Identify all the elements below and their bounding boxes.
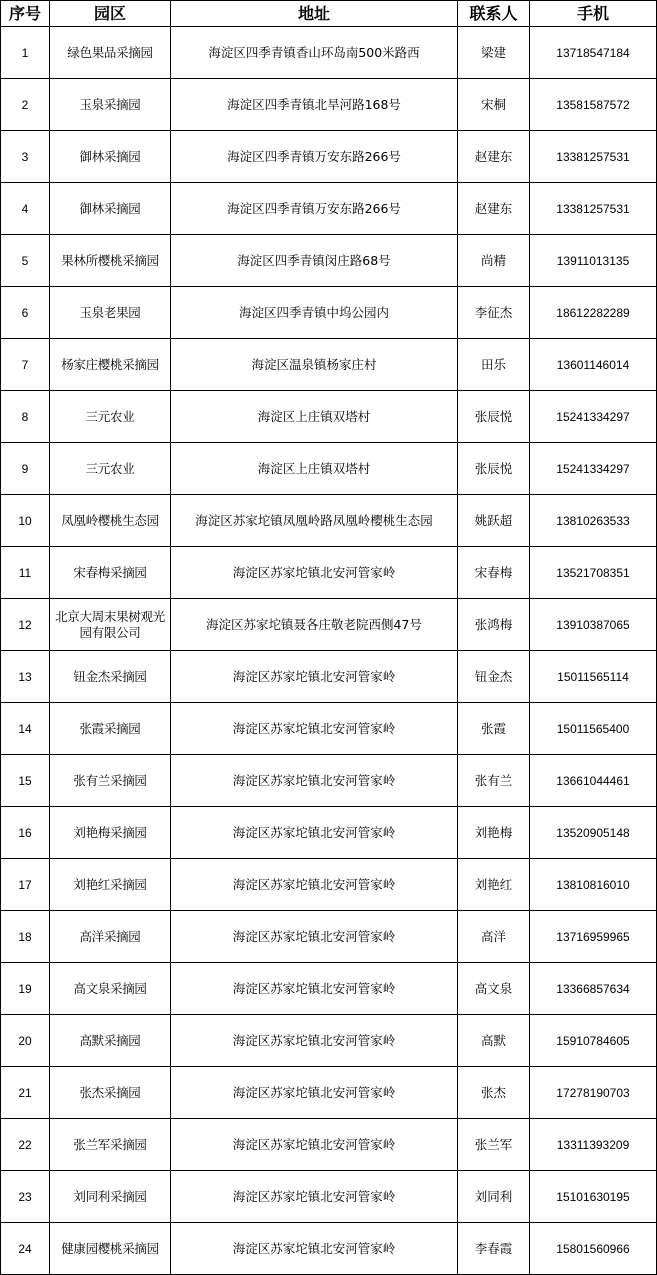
park-name: 三元农业 (50, 443, 171, 495)
mobile-phone: 13911013135 (530, 235, 657, 287)
address: 海淀区苏家坨镇北安河管家岭 (171, 1223, 458, 1275)
table-row (1, 1223, 657, 1275)
row-number: 11 (1, 547, 50, 599)
mobile-phone: 13311393209 (530, 1119, 657, 1171)
table-row (1, 183, 657, 235)
address: 海淀区苏家坨镇北安河管家岭 (171, 859, 458, 911)
table-row (1, 859, 657, 911)
row-number: 16 (1, 807, 50, 859)
address: 海淀区苏家坨镇北安河管家岭 (171, 963, 458, 1015)
table-row (1, 27, 657, 79)
park-name: 刘同利采摘园 (50, 1171, 171, 1223)
contact-person: 张霞 (458, 703, 530, 755)
contact-person: 梁建 (458, 27, 530, 79)
row-number: 20 (1, 1015, 50, 1067)
row-number: 13 (1, 651, 50, 703)
park-name: 宋春梅采摘园 (50, 547, 171, 599)
contact-person: 张杰 (458, 1067, 530, 1119)
address: 海淀区苏家坨镇北安河管家岭 (171, 1015, 458, 1067)
contact-person: 姚跃超 (458, 495, 530, 547)
park-name: 玉泉采摘园 (50, 79, 171, 131)
header-contact: 联系人 (458, 1, 530, 27)
contact-person: 高文泉 (458, 963, 530, 1015)
contact-person: 张兰军 (458, 1119, 530, 1171)
mobile-phone: 15910784605 (530, 1015, 657, 1067)
park-name: 钮金杰采摘园 (50, 651, 171, 703)
address: 海淀区上庄镇双塔村 (171, 391, 458, 443)
table-row (1, 1015, 657, 1067)
contact-person: 刘艳梅 (458, 807, 530, 859)
mobile-phone: 15241334297 (530, 391, 657, 443)
address: 海淀区苏家坨镇北安河管家岭 (171, 1171, 458, 1223)
park-name: 凤凰岭樱桃生态园 (50, 495, 171, 547)
contact-person: 张鸿梅 (458, 599, 530, 651)
address: 海淀区苏家坨镇北安河管家岭 (171, 1067, 458, 1119)
address: 海淀区苏家坨镇聂各庄敬老院西侧47号 (171, 599, 458, 651)
park-name: 御林采摘园 (50, 131, 171, 183)
park-name: 刘艳红采摘园 (50, 859, 171, 911)
mobile-phone: 13910387065 (530, 599, 657, 651)
row-number: 4 (1, 183, 50, 235)
row-number: 17 (1, 859, 50, 911)
mobile-phone: 13601146014 (530, 339, 657, 391)
mobile-phone: 13661044461 (530, 755, 657, 807)
mobile-phone: 13581587572 (530, 79, 657, 131)
mobile-phone: 13718547184 (530, 27, 657, 79)
table-row (1, 79, 657, 131)
address: 海淀区四季青镇万安东路266号 (171, 131, 458, 183)
park-name: 北京大周末果树观光园有限公司 (50, 599, 171, 651)
mobile-phone: 13366857634 (530, 963, 657, 1015)
row-number: 19 (1, 963, 50, 1015)
row-number: 3 (1, 131, 50, 183)
address: 海淀区苏家坨镇北安河管家岭 (171, 1119, 458, 1171)
row-number: 2 (1, 79, 50, 131)
header-park: 园区 (50, 1, 171, 27)
table-row (1, 391, 657, 443)
row-number: 7 (1, 339, 50, 391)
row-number: 1 (1, 27, 50, 79)
mobile-phone: 15801560966 (530, 1223, 657, 1275)
table-row (1, 703, 657, 755)
contact-person: 刘同利 (458, 1171, 530, 1223)
mobile-phone: 15101630195 (530, 1171, 657, 1223)
row-number: 6 (1, 287, 50, 339)
mobile-phone: 13716959965 (530, 911, 657, 963)
table-row (1, 755, 657, 807)
address: 海淀区苏家坨镇北安河管家岭 (171, 911, 458, 963)
park-name: 绿色果品采摘园 (50, 27, 171, 79)
mobile-phone: 13810816010 (530, 859, 657, 911)
address: 海淀区苏家坨镇北安河管家岭 (171, 807, 458, 859)
row-number: 12 (1, 599, 50, 651)
park-name: 高默采摘园 (50, 1015, 171, 1067)
park-name: 高文泉采摘园 (50, 963, 171, 1015)
address: 海淀区四季青镇北旱河路168号 (171, 79, 458, 131)
table-row (1, 339, 657, 391)
mobile-phone: 13381257531 (530, 183, 657, 235)
mobile-phone: 13381257531 (530, 131, 657, 183)
mobile-phone: 15241334297 (530, 443, 657, 495)
park-name: 杨家庄樱桃采摘园 (50, 339, 171, 391)
mobile-phone: 15011565114 (530, 651, 657, 703)
mobile-phone: 13521708351 (530, 547, 657, 599)
table-body (1, 27, 657, 1275)
contact-person: 赵建东 (458, 183, 530, 235)
table-row (1, 1119, 657, 1171)
address: 海淀区四季青镇中坞公园内 (171, 287, 458, 339)
table-header (1, 1, 657, 27)
header-address: 地址 (171, 1, 458, 27)
header-phone: 手机 (530, 1, 657, 27)
contact-person: 刘艳红 (458, 859, 530, 911)
table-row (1, 1171, 657, 1223)
address: 海淀区四季青镇万安东路266号 (171, 183, 458, 235)
header-no: 序号 (1, 1, 50, 27)
header-row (1, 1, 657, 27)
mobile-phone: 13810263533 (530, 495, 657, 547)
park-name: 果林所樱桃采摘园 (50, 235, 171, 287)
address: 海淀区苏家坨镇凤凰岭路凤凰岭樱桃生态园 (171, 495, 458, 547)
table-row (1, 495, 657, 547)
row-number: 15 (1, 755, 50, 807)
table-row (1, 963, 657, 1015)
park-name: 张有兰采摘园 (50, 755, 171, 807)
table-row (1, 287, 657, 339)
table-row (1, 131, 657, 183)
contact-person: 高洋 (458, 911, 530, 963)
park-name: 刘艳梅采摘园 (50, 807, 171, 859)
contact-person: 田乐 (458, 339, 530, 391)
address: 海淀区上庄镇双塔村 (171, 443, 458, 495)
row-number: 18 (1, 911, 50, 963)
row-number: 21 (1, 1067, 50, 1119)
mobile-phone: 15011565400 (530, 703, 657, 755)
address: 海淀区苏家坨镇北安河管家岭 (171, 547, 458, 599)
table-row (1, 235, 657, 287)
address: 海淀区苏家坨镇北安河管家岭 (171, 703, 458, 755)
address: 海淀区苏家坨镇北安河管家岭 (171, 651, 458, 703)
table-row (1, 547, 657, 599)
table-row (1, 443, 657, 495)
address: 海淀区四季青镇闵庄路68号 (171, 235, 458, 287)
table-row (1, 807, 657, 859)
contact-person: 宋春梅 (458, 547, 530, 599)
address: 海淀区四季青镇香山环岛南500米路西 (171, 27, 458, 79)
contact-person: 赵建东 (458, 131, 530, 183)
park-name: 张杰采摘园 (50, 1067, 171, 1119)
row-number: 23 (1, 1171, 50, 1223)
mobile-phone: 13520905148 (530, 807, 657, 859)
park-name: 御林采摘园 (50, 183, 171, 235)
address: 海淀区苏家坨镇北安河管家岭 (171, 755, 458, 807)
park-name: 张霞采摘园 (50, 703, 171, 755)
mobile-phone: 18612282289 (530, 287, 657, 339)
row-number: 10 (1, 495, 50, 547)
park-name: 张兰军采摘园 (50, 1119, 171, 1171)
row-number: 5 (1, 235, 50, 287)
contact-person: 宋桐 (458, 79, 530, 131)
park-name: 健康园樱桃采摘园 (50, 1223, 171, 1275)
table-row (1, 599, 657, 651)
address: 海淀区温泉镇杨家庄村 (171, 339, 458, 391)
park-name: 三元农业 (50, 391, 171, 443)
table-row (1, 651, 657, 703)
park-name: 玉泉老果园 (50, 287, 171, 339)
contact-person: 钮金杰 (458, 651, 530, 703)
contact-person: 李征杰 (458, 287, 530, 339)
row-number: 24 (1, 1223, 50, 1275)
park-name: 高洋采摘园 (50, 911, 171, 963)
table-row (1, 911, 657, 963)
row-number: 8 (1, 391, 50, 443)
mobile-phone: 17278190703 (530, 1067, 657, 1119)
contact-person: 张辰悦 (458, 391, 530, 443)
contact-person: 尚精 (458, 235, 530, 287)
row-number: 9 (1, 443, 50, 495)
row-number: 14 (1, 703, 50, 755)
contact-person: 李春霞 (458, 1223, 530, 1275)
table-row (1, 1067, 657, 1119)
contact-person: 张辰悦 (458, 443, 530, 495)
contact-person: 张有兰 (458, 755, 530, 807)
row-number: 22 (1, 1119, 50, 1171)
contact-person: 高默 (458, 1015, 530, 1067)
